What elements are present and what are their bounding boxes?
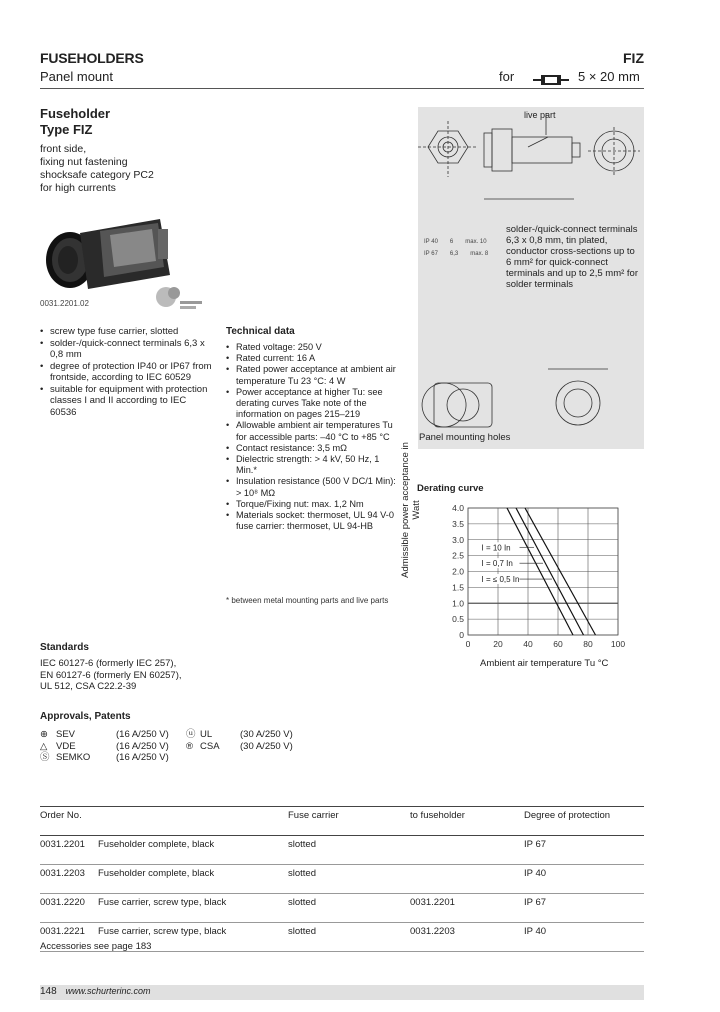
- y-tick-label: 1.0: [452, 598, 464, 609]
- list-item: • Materials socket: thermoset, UL 94 V-0 fuse carrier: thermoset, UL 94-HB: [226, 510, 398, 532]
- list-item: • Insulation resistance (500 V DC/1 Min): > 10⁸ MΩ: [226, 476, 398, 498]
- x-tick-label: 100: [610, 639, 626, 649]
- technical-heading: Technical data: [226, 326, 295, 337]
- y-tick-label: 3.0: [452, 534, 464, 545]
- table-row: 0031.2201 Fuseholder complete, black slotted IP 67: [40, 836, 644, 865]
- approval-row: △ VDE (16 A/250 V) ® CSA (30 A/250 V): [40, 740, 293, 752]
- live-part-label: live part: [524, 110, 556, 120]
- standards-list: [40, 658, 182, 693]
- ul-icon: ⓤ: [186, 729, 196, 740]
- list-item: • Torque/Fixing nut: max. 1,2 Nm: [226, 499, 398, 510]
- terminals-description: solder-/quick-connect terminals 6,3 x 0,8 mm, tin plated, conductor cross-sections up to 6 mm² for quick-connect terminals and up to 2,5 mm² for solder terminals: [506, 224, 638, 290]
- accessories-note: Accessories see page 183: [40, 941, 152, 952]
- approval-row: ⊕ SEV (16 A/250 V) ⓤ UL (30 A/250 V): [40, 729, 293, 740]
- product-code: FIZ: [623, 50, 644, 66]
- x-tick-label: 20: [493, 639, 503, 649]
- y-tick-label: 0: [459, 630, 464, 640]
- list-item: IEC 60127-6 (formerly IEC 257),: [40, 658, 177, 669]
- y-tick-label: 0.5: [452, 614, 464, 625]
- y-tick-label: 3.5: [452, 518, 464, 529]
- chart-title: Derating curve: [417, 483, 484, 494]
- product-description: front side, fixing nut fastening shocksafe category PC2 for high currents: [40, 143, 154, 194]
- y-tick-label: 2.0: [452, 566, 464, 577]
- approval-logos-icon: [152, 283, 204, 313]
- csa-icon: ®: [186, 740, 193, 752]
- sev-icon: ⊕: [40, 729, 48, 740]
- product-title: Fuseholder Type FIZ: [40, 106, 111, 137]
- standards-heading: Standards: [40, 642, 89, 653]
- series-label: I = 10 In: [481, 543, 511, 553]
- x-tick-label: 0: [465, 639, 471, 649]
- derating-chart: [440, 500, 640, 670]
- list-item: • Rated power acceptance at ambient air temperature Tu 23 °C: 4 W: [226, 364, 398, 386]
- order-table: [40, 806, 644, 952]
- list-item: • solder-/quick-connect terminals 6,3 x 0,8 mm: [40, 338, 215, 361]
- list-item: • screw type fuse carrier, slotted: [40, 326, 215, 338]
- list-item: UL 512, CSA C22.2-39: [40, 681, 137, 692]
- x-tick-label: 80: [583, 639, 593, 649]
- series-label: I = 0,7 In: [481, 559, 513, 569]
- list-item: • Dielectric strength: > 4 kV, 50 Hz, 1 Min.*: [226, 454, 398, 476]
- y-tick-label: 2.5: [452, 550, 464, 561]
- page-title: FUSEHOLDERS: [40, 50, 144, 66]
- list-item: • suitable for equipment with protection classes I and II according to IEC 60536: [40, 384, 215, 419]
- footer: [40, 986, 151, 997]
- product-photo: [40, 205, 220, 295]
- table-row: 0031.2220 Fuse carrier, screw type, black slotted 0031.2201 IP 67: [40, 894, 644, 923]
- technical-note: * between metal mounting parts and live parts: [226, 596, 389, 605]
- table-row: 0031.2221 Fuse carrier, screw type, black slotted 0031.2203 IP 40: [40, 923, 644, 952]
- approval-row: Ⓢ SEMKO (16 A/250 V): [40, 752, 169, 763]
- feature-list: [40, 326, 215, 418]
- list-item: • Contact resistance: 3,5 mΩ: [226, 443, 398, 454]
- table-header-row: Order No. Fuse carrier to fuseholder Degree of protection: [40, 807, 644, 836]
- list-item: • Rated voltage: 250 V: [226, 342, 398, 353]
- technical-list: [226, 342, 398, 532]
- vde-icon: △: [40, 740, 48, 752]
- chart-ylabel: Admissible power acceptance in Watt: [400, 442, 422, 578]
- list-item: • Allowable ambient air temperatures Tu for accessible parts: –40 °C to +85 °C: [226, 420, 398, 442]
- for-label: for: [499, 69, 515, 84]
- header-divider: [40, 88, 644, 89]
- semko-icon: Ⓢ: [40, 752, 50, 763]
- y-tick-label: 4.0: [452, 503, 464, 513]
- x-tick-label: 60: [553, 639, 563, 649]
- approvals-heading: Approvals, Patents: [40, 711, 131, 722]
- footer-url[interactable]: www.schurterinc.com: [65, 986, 151, 996]
- list-item: • Power acceptance at higher Tu: see derating curves Take note of the information on pages 215–219: [226, 387, 398, 421]
- panel-caption: Panel mounting holes: [419, 432, 511, 443]
- chart-xlabel: Ambient air temperature Tu °C: [480, 658, 609, 669]
- fuse-size: 5 × 20 mm: [578, 69, 640, 84]
- list-item: • Rated current: 16 A: [226, 353, 398, 364]
- table-row: 0031.2203 Fuseholder complete, black slotted IP 40: [40, 865, 644, 894]
- y-tick-label: 1.5: [452, 582, 464, 593]
- dimension-table: IP 40 6 max. 10 IP 67 6,3 max. 8: [424, 239, 489, 257]
- photo-number: 0031.2201.02: [40, 299, 89, 308]
- page-subtitle: Panel mount: [40, 69, 113, 84]
- list-item: EN 60127-6 (formerly EN 60257),: [40, 669, 182, 681]
- series-label: I = ≤ 0,5 In: [481, 575, 520, 585]
- page-number: 148: [40, 986, 57, 997]
- approvals-list: [40, 729, 293, 764]
- x-tick-label: 40: [523, 639, 533, 649]
- list-item: • degree of protection IP40 or IP67 from frontside, according to IEC 60529: [40, 361, 215, 384]
- fuse-icon: [533, 72, 569, 82]
